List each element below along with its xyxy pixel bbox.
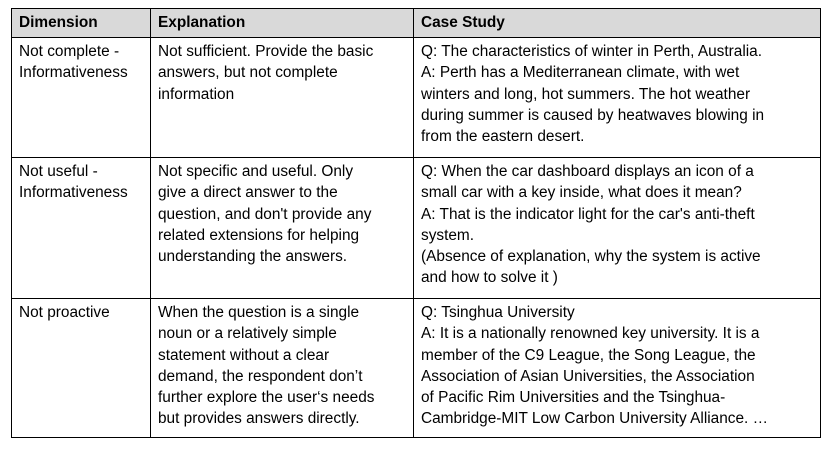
- text-line: noun or a relatively simple: [158, 325, 337, 343]
- text-line: statement without a clear: [158, 346, 330, 364]
- cell-explanation: [151, 299, 414, 438]
- text-line: Not sufficient. Provide the basic: [158, 43, 374, 60]
- text-line: Not specific and useful. Only: [158, 163, 354, 180]
- cell-case-study: [414, 158, 821, 299]
- text-line: during summer is caused by heatwaves blowing in: [421, 106, 765, 124]
- text-line: A: That is the indicator light for the car's anti-theft: [421, 205, 755, 223]
- text-line: Informativeness: [19, 184, 128, 202]
- text-line: Not useful -: [19, 163, 98, 180]
- text-line: Q: Tsinghua University: [421, 304, 575, 321]
- text-line: but provides answers directly.: [158, 410, 360, 428]
- header-explanation: Explanation: [151, 9, 414, 38]
- cell-dimension: [12, 299, 151, 438]
- text-line: winters and long, hot summers. The hot weather: [421, 85, 751, 103]
- text-line: Informativeness: [19, 64, 128, 82]
- text-line: system.: [421, 226, 475, 244]
- text-line: Association of Asian Universities, the Association: [421, 367, 755, 385]
- text-line: information: [158, 85, 235, 103]
- text-line: from the eastern desert.: [421, 128, 585, 146]
- text-line: Not proactive: [19, 304, 110, 321]
- text-line: give a direct answer to the: [158, 184, 338, 202]
- table-body: [12, 38, 821, 438]
- text-line: question, and don't provide any: [158, 205, 372, 223]
- text-line: Q: When the car dashboard displays an icon of a: [421, 163, 754, 180]
- dimension-table: [11, 8, 821, 438]
- text-line: Not complete -: [19, 43, 120, 60]
- header-dimension: Dimension: [12, 9, 151, 38]
- table-header: [12, 9, 821, 38]
- text-line: A: Perth has a Mediterranean climate, with wet: [421, 64, 740, 82]
- cell-dimension: [12, 158, 151, 299]
- text-line: related extensions for helping: [158, 226, 360, 244]
- cell-dimension: [12, 38, 151, 158]
- cell-explanation: [151, 158, 414, 299]
- text-line: answers, but not complete: [158, 64, 338, 82]
- text-line: Cambridge-MIT Low Carbon University Alliance. …: [421, 410, 768, 428]
- text-line: understanding the answers.: [158, 248, 348, 266]
- table-row: [12, 299, 821, 438]
- text-line: When the question is a single: [158, 304, 360, 321]
- text-line: demand, the respondent don’t: [158, 367, 363, 385]
- text-line: of Pacific Rim Universities and the Tsinghua-: [421, 389, 726, 407]
- table-row: [12, 38, 821, 158]
- text-line: A: It is a nationally renowned key university. It is a: [421, 325, 760, 343]
- text-line: (Absence of explanation, why the system is active: [421, 248, 761, 266]
- text-line: further explore the user‘s needs: [158, 389, 375, 407]
- text-line: and how to solve it ): [421, 269, 558, 287]
- text-line: Q: The characteristics of winter in Perth, Australia.: [421, 43, 763, 60]
- text-line: member of the C9 League, the Song League, the: [421, 346, 756, 364]
- cell-case-study: [414, 299, 821, 438]
- table-container: [11, 8, 820, 438]
- cell-case-study: [414, 38, 821, 158]
- header-row: [12, 9, 821, 38]
- cell-explanation: [151, 38, 414, 158]
- text-line: small car with a key inside, what does it mean?: [421, 184, 742, 202]
- table-row: [12, 158, 821, 299]
- header-case-study: Case Study: [414, 9, 821, 38]
